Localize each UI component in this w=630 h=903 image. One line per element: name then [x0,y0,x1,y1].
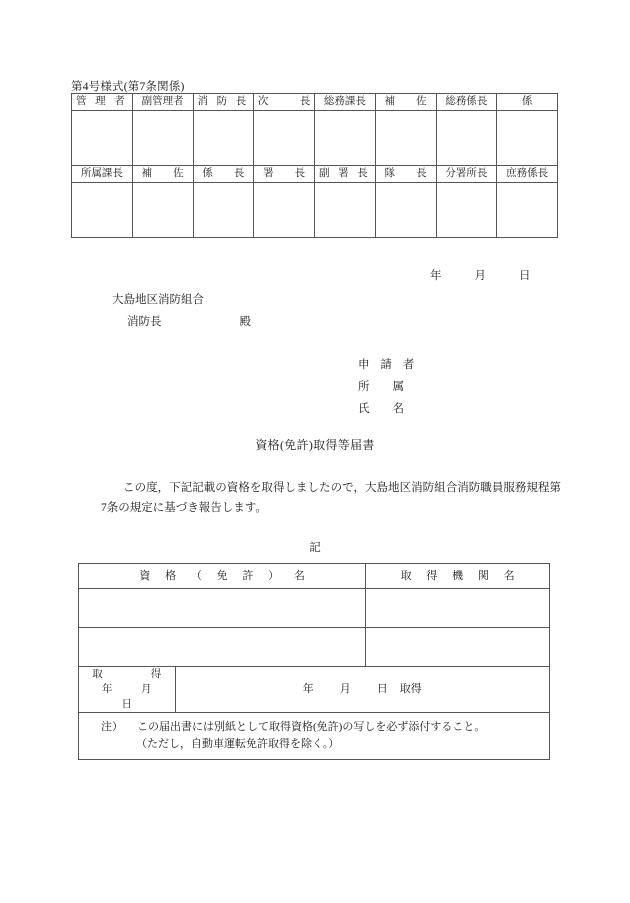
approval-header-cell: 補 佐 [132,166,193,183]
table-row [72,183,558,238]
acquisition-date-label-line1: 取 得 [92,669,171,680]
approval-header-cell: 署 長 [254,166,315,183]
approval-signature-cell[interactable] [254,111,315,166]
acq-day-label: 日 [376,683,388,696]
body-paragraph [101,478,561,518]
approval-signature-cell[interactable] [375,183,436,238]
acquisition-date-input[interactable] [175,667,549,713]
table-row [72,94,558,111]
note-cell [79,713,550,760]
table-row [79,713,550,760]
applicant-name-label: 氏 名 [358,403,404,415]
approval-signature-cell[interactable] [436,111,497,166]
approval-signature-cell[interactable] [436,183,497,238]
table-row [79,589,550,628]
qualification-detail-table [78,563,550,760]
date-month-label: 月 [474,270,486,282]
table-row [79,628,550,667]
ki-marker: 記 [309,542,321,554]
approval-signature-cell[interactable] [132,183,193,238]
approval-header-cell: 分署所長 [436,166,497,183]
addressee-position: 消防長 [127,316,162,328]
approval-signature-cell[interactable] [315,111,376,166]
issuing-institution-header: 取 得 機 関 名 [366,564,550,589]
approval-signature-cell[interactable] [132,111,193,166]
approval-signature-cell[interactable] [375,111,436,166]
acq-month-label: 月 [339,683,351,696]
approval-header-cell: 消 防 長 [193,94,254,111]
approval-header-cell: 係 [497,94,558,111]
date-year-label: 年 [430,270,442,282]
acquisition-date-label-line2: 年 月 日 [102,684,181,710]
document-title: 資格(免許)取得等届書 [255,438,375,452]
approval-signature-cell[interactable] [497,111,558,166]
table-row [72,166,558,183]
approval-header-cell: 管 理 者 [72,94,133,111]
issuing-institution-input[interactable] [366,589,550,628]
addressee-honorific: 殿 [239,316,251,328]
applicant-affiliation-label: 所 属 [358,381,404,393]
table-row [79,564,550,589]
approval-stamp-table [71,93,558,238]
body-paragraph-text: この度，下記記載の資格を取得しましたので，大島地区消防組合消防職員服務規程第7条の規定に基づき報告します。 [101,482,561,514]
approval-header-cell: 副管理者 [132,94,193,111]
approval-header-cell: 補 佐 [375,94,436,111]
approval-header-cell: 庶務係長 [497,166,558,183]
form-number: 第4号様式(第7条関係) [71,81,185,93]
approval-header-cell: 所属課長 [72,166,133,183]
qualification-name-input[interactable] [79,628,366,667]
note-marker: 注） [101,721,123,733]
addressee-line [127,313,251,329]
acq-year-label: 年 [302,683,314,696]
issuing-institution-input[interactable] [366,628,550,667]
approval-header-cell: 副 署 長 [315,166,376,183]
date-day-label: 日 [519,270,531,282]
approval-signature-cell[interactable] [193,183,254,238]
approval-header-cell: 隊 長 [375,166,436,183]
acquisition-date-label [79,667,181,713]
approval-signature-cell[interactable] [72,183,133,238]
applicant-label: 申 請 者 [358,359,419,371]
approval-signature-cell[interactable] [254,183,315,238]
qualification-name-header: 資 格 （ 免 許 ） 名 [79,564,366,589]
applicant-block [358,354,418,420]
note-line-1: この届出書には別紙として取得資格(免許)の写しを必ず添付すること。 [137,721,486,733]
approval-header-cell: 総務課長 [315,94,376,111]
approval-header-cell: 次 長 [254,94,315,111]
note-line-2: （ただし，自動車運転免許取得を除く。） [136,738,340,750]
acq-suffix-label: 取得 [399,683,422,696]
table-row [72,111,558,166]
qualification-name-input[interactable] [79,589,366,628]
table-row [79,667,550,713]
approval-signature-cell[interactable] [497,183,558,238]
approval-signature-cell[interactable] [193,111,254,166]
approval-signature-cell[interactable] [315,183,376,238]
submission-date-line [430,267,531,283]
approval-signature-cell[interactable] [72,111,133,166]
organization-name: 大島地区消防組合 [112,294,204,306]
approval-header-cell: 係 長 [193,166,254,183]
approval-header-cell: 総務係長 [436,94,497,111]
